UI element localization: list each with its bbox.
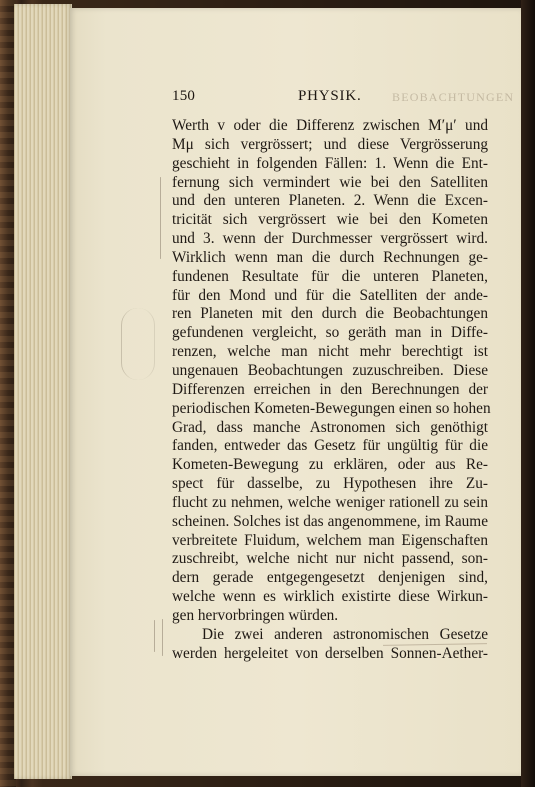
text-line: ren Planeten mit den durch die Beobachtungen bbox=[172, 305, 488, 323]
text-line: Wirklich wenn man die durch Rechnungen ge- bbox=[172, 248, 488, 266]
body-text bbox=[172, 117, 491, 663]
text-line: scheinen. Solches ist das angenommene, im Raume bbox=[172, 512, 488, 530]
page-number: 150 bbox=[172, 88, 196, 104]
page-header bbox=[172, 88, 515, 112]
text-line: Die zwei anderen astronomischen Gesetze bbox=[202, 625, 488, 643]
text-line: gefundenen vergleicht, so geräth man in Diffe- bbox=[172, 324, 488, 342]
show-through-text: BEOBACHTUNGEN bbox=[392, 90, 515, 104]
text-line: verbreitete Fluidum, welchem man Eigenschaften bbox=[172, 531, 488, 549]
text-line: für den Mond und für die Satelliten der ande- bbox=[172, 286, 488, 304]
text-line: welche wenn es wirklich existirte diese Wirkun- bbox=[172, 588, 488, 606]
running-head: PHYSIK. bbox=[298, 88, 362, 104]
text-line: und den unteren Planeten. 2. Wenn die Excen- bbox=[172, 192, 488, 210]
text-line: und 3. wenn der Durchmesser vergrössert wird. bbox=[172, 230, 488, 248]
page-stack-edge bbox=[14, 4, 72, 779]
text-line: flucht zu nehmen, welche weniger rationell zu sein bbox=[172, 493, 488, 511]
margin-pencil-mark-left bbox=[154, 620, 155, 652]
text-line: tricität sich vergrössert wie bei den Kometen bbox=[172, 211, 488, 229]
text-line: fanden, entweder das Gesetz für ungültig für die bbox=[172, 437, 488, 455]
text-line: fundenen Resultate für die unteren Planeten, bbox=[172, 267, 488, 285]
text-line: spect für dasselbe, zu Hypothesen ihre Zu- bbox=[172, 475, 488, 493]
text-line: dern gerade entgegengesetzt denjenigen sind, bbox=[172, 569, 488, 587]
text-line: Grad, dass manche Astronomen sich genöthigt bbox=[172, 418, 488, 436]
text-line: geschieht in folgenden Fällen: 1. Wenn die Ent- bbox=[172, 154, 488, 172]
text-line: Differenzen erreichen in den Berechnungen der bbox=[172, 380, 488, 398]
text-line: zuschreibt, welche nicht nur nicht passend, son- bbox=[172, 550, 488, 568]
text-line: gen hervorbringen würden. bbox=[172, 606, 339, 624]
text-line: periodischen Kometen-Bewegungen einen so hohen bbox=[172, 399, 491, 417]
text-line: Werth v oder die Differenz zwischen M′μ′ und bbox=[172, 117, 488, 134]
text-line: renzen, welche man nicht mehr berechtigt ist bbox=[172, 343, 488, 361]
text-line: Kometen-Bewegung zu erklären, oder aus Re- bbox=[172, 456, 488, 474]
text-line: ungenauen Beobachtungen zuzuschreiben. Diese bbox=[172, 361, 488, 379]
faint-margin-annotation bbox=[121, 308, 155, 380]
margin-pencil-mark bbox=[160, 177, 161, 259]
right-page-shadow bbox=[521, 0, 535, 787]
text-line: fernung sich vermindert wie bei den Satelliten bbox=[172, 173, 488, 191]
margin-pencil-mark-right bbox=[162, 619, 163, 656]
text-line: Mμ sich vergrössert; und diese Vergrösserung bbox=[172, 135, 488, 153]
text-line: werden hergeleitet von derselben Sonnen-Aether- bbox=[172, 644, 488, 662]
